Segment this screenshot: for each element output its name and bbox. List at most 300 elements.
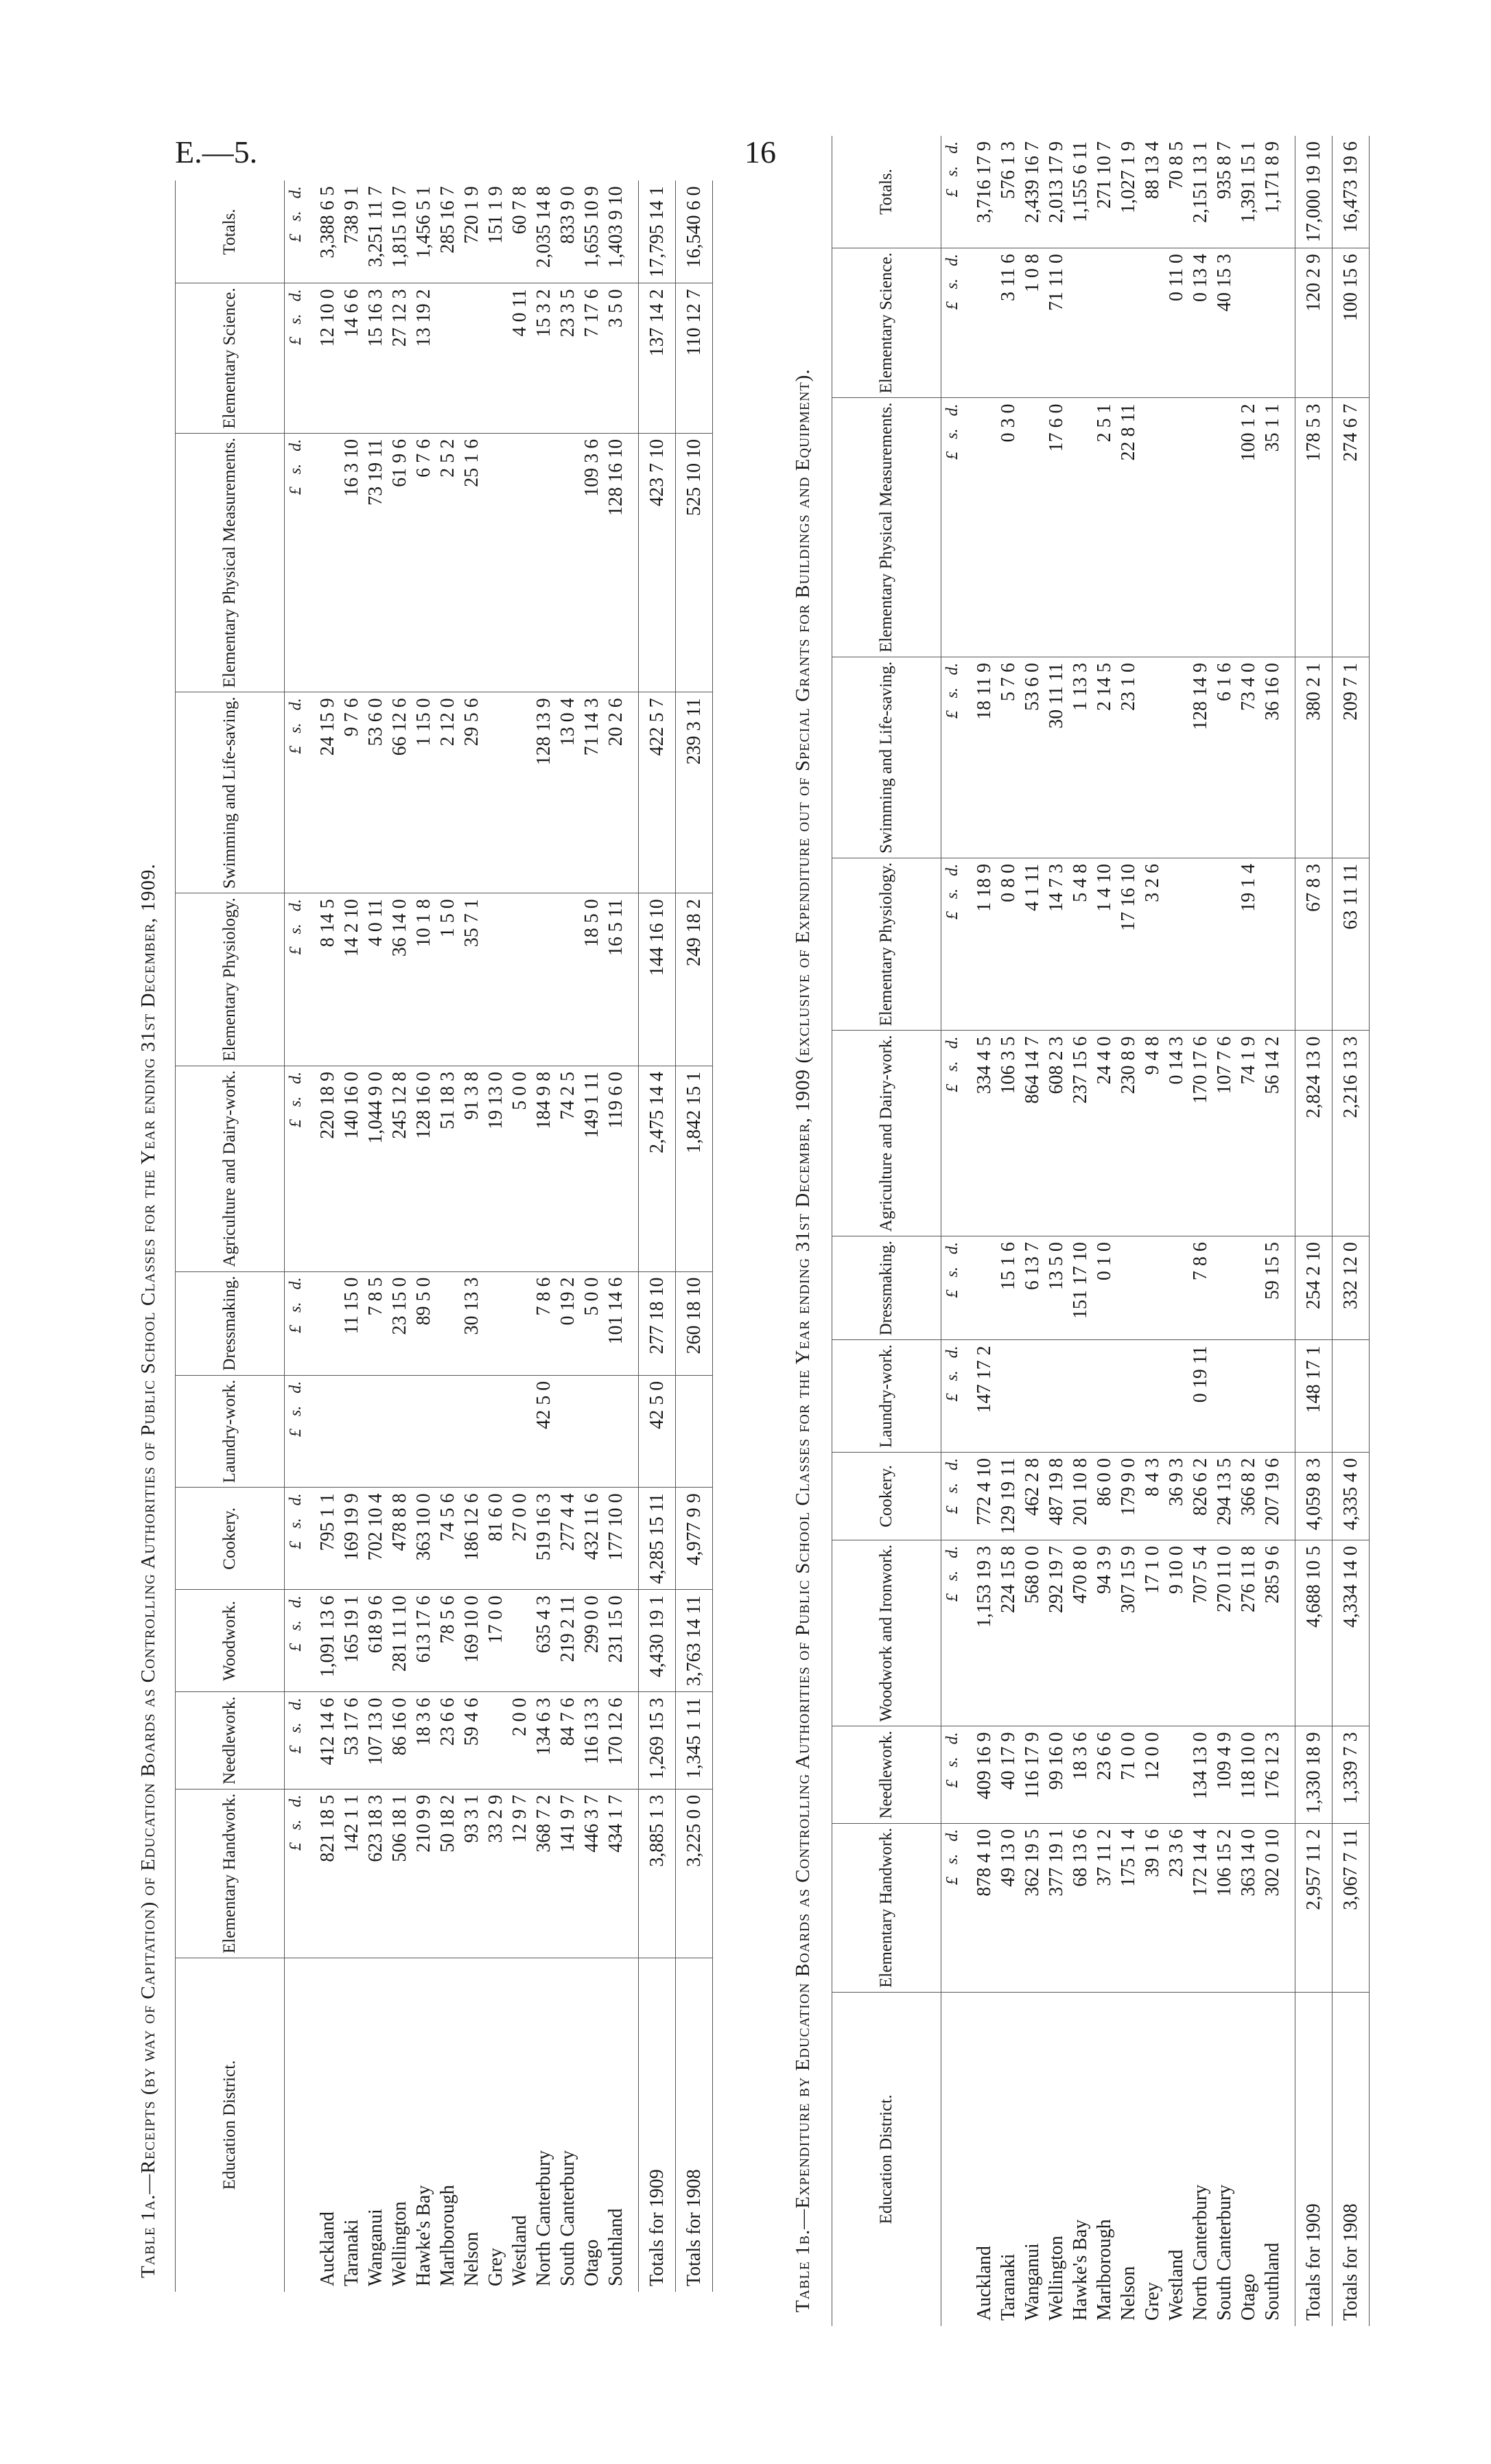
table-b-header-row bbox=[832, 136, 941, 2326]
total-amount-cell: 2,824 13 0 bbox=[1295, 1031, 1332, 1236]
amount-cell bbox=[556, 893, 580, 1066]
amount-cell bbox=[484, 1271, 508, 1375]
amount-cell: 738 9 1 bbox=[340, 180, 364, 283]
column-header: Education District. bbox=[832, 1993, 941, 2327]
table-b-caption: Table 1b.—Expenditure by Education Boards as Controlling Authorities of Public School Classes for the Year ending 31st December, 1909 (exclusive of Expenditure out of Special Grants for Buildings and Equipment). bbox=[792, 368, 814, 2312]
table-row bbox=[412, 180, 436, 2292]
amount-cell: 151 17 10 bbox=[1068, 1236, 1092, 1340]
amount-cell bbox=[1116, 1340, 1140, 1453]
amount-cell bbox=[388, 1375, 412, 1488]
amount-cell bbox=[1140, 1340, 1164, 1453]
amount-cell bbox=[1044, 1340, 1068, 1453]
district-name: Wanganui bbox=[1021, 2243, 1043, 2321]
unit-label: £ bbox=[943, 1505, 961, 1514]
total-amount-cell: 3,225 0 0 bbox=[676, 1789, 713, 1958]
unit-label: s. bbox=[943, 428, 961, 439]
amount-cell: 37 11 2 bbox=[1092, 1823, 1116, 1992]
district-name: Nelson bbox=[1117, 2266, 1139, 2321]
amount-cell: 362 19 5 bbox=[1020, 1823, 1044, 1992]
amount-cell bbox=[996, 1340, 1020, 1453]
amount-cell: 9 4 8 bbox=[1140, 1031, 1164, 1236]
unit-cell bbox=[941, 1236, 964, 1340]
total-amount-cell: 17,000 19 10 bbox=[1295, 136, 1332, 248]
amount-cell: 3,388 6 5 bbox=[307, 180, 340, 283]
unit-label: £ bbox=[943, 1877, 961, 1886]
amount-cell: 12 9 7 bbox=[508, 1789, 532, 1958]
unit-cell bbox=[285, 893, 307, 1066]
amount-cell: 184 9 8 bbox=[532, 1066, 556, 1271]
amount-cell: 30 13 3 bbox=[460, 1271, 484, 1375]
total-amount-cell: 209 7 1 bbox=[1332, 657, 1370, 858]
unit-label: £ bbox=[943, 1289, 961, 1298]
unit-label: £ bbox=[943, 911, 961, 920]
amount-cell: 13 19 2 bbox=[412, 283, 436, 433]
total-amount-cell: 249 18 2 bbox=[676, 893, 713, 1066]
amount-cell: 12 10 0 bbox=[307, 283, 340, 433]
amount-cell: 0 14 3 bbox=[1164, 1031, 1188, 1236]
district-name: Westland bbox=[1165, 2249, 1187, 2321]
amount-cell: 7 8 6 bbox=[1188, 1236, 1212, 1340]
district-name: South Canterbury bbox=[1213, 2184, 1235, 2321]
table-row bbox=[436, 180, 460, 2292]
amount-cell: 8 4 3 bbox=[1140, 1452, 1164, 1540]
amount-cell: 201 10 8 bbox=[1068, 1452, 1092, 1540]
amount-cell: 23 3 5 bbox=[556, 283, 580, 433]
amount-cell: 5 4 8 bbox=[1068, 858, 1092, 1031]
amount-cell: 13 0 4 bbox=[556, 692, 580, 893]
amount-cell: 6 1 6 bbox=[1212, 657, 1236, 858]
amount-cell: 231 15 0 bbox=[604, 1590, 639, 1692]
total-amount-cell bbox=[676, 1375, 713, 1488]
amount-cell: 17 16 10 bbox=[1116, 858, 1140, 1031]
amount-cell bbox=[1140, 398, 1164, 657]
totals-row bbox=[1332, 136, 1370, 2326]
amount-cell: 5 0 0 bbox=[508, 1066, 532, 1271]
amount-cell: 7 8 5 bbox=[364, 1271, 388, 1375]
amount-cell bbox=[460, 283, 484, 433]
amount-cell: 39 1 6 bbox=[1140, 1823, 1164, 1992]
amount-cell: 78 5 6 bbox=[436, 1590, 460, 1692]
amount-cell: 23 6 6 bbox=[1092, 1726, 1116, 1823]
table-row bbox=[1212, 136, 1236, 2326]
amount-cell: 53 6 0 bbox=[1020, 657, 1044, 858]
amount-cell: 294 13 5 bbox=[1212, 1452, 1236, 1540]
amount-cell: 16 3 10 bbox=[340, 433, 364, 692]
amount-cell: 59 15 5 bbox=[1260, 1236, 1295, 1340]
totals-label: Totals for 1908 bbox=[676, 1958, 713, 2292]
amount-cell: 478 8 8 bbox=[388, 1488, 412, 1590]
amount-cell bbox=[508, 1271, 532, 1375]
column-header: Needlework. bbox=[832, 1726, 941, 1823]
total-amount-cell: 63 11 11 bbox=[1332, 858, 1370, 1031]
amount-cell: 3,716 17 9 bbox=[963, 136, 996, 248]
amount-cell: 220 18 9 bbox=[307, 1066, 340, 1271]
amount-cell bbox=[1068, 398, 1092, 657]
amount-cell bbox=[307, 1271, 340, 1375]
amount-cell bbox=[963, 1236, 996, 1340]
amount-cell: 821 18 5 bbox=[307, 1789, 340, 1958]
amount-cell bbox=[1164, 398, 1188, 657]
amount-cell: 73 4 0 bbox=[1236, 657, 1260, 858]
amount-cell: 140 16 0 bbox=[340, 1066, 364, 1271]
amount-cell: 833 9 0 bbox=[556, 180, 580, 283]
amount-cell: 1 0 8 bbox=[1020, 248, 1044, 398]
amount-cell: 42 5 0 bbox=[532, 1375, 556, 1488]
amount-cell: 51 18 3 bbox=[436, 1066, 460, 1271]
unit-label: d. bbox=[943, 1346, 961, 1359]
total-amount-cell: 3,885 1 3 bbox=[639, 1789, 676, 1958]
table-row bbox=[307, 180, 340, 2292]
column-header: Swimming and Life-saving. bbox=[176, 692, 285, 893]
amount-cell: 0 8 0 bbox=[996, 858, 1020, 1031]
amount-cell: 377 19 1 bbox=[1044, 1823, 1068, 1992]
unit-label: s. bbox=[943, 888, 961, 900]
amount-cell: 1,153 19 3 bbox=[963, 1540, 996, 1726]
amount-cell: 210 9 9 bbox=[412, 1789, 436, 1958]
totals-row bbox=[639, 180, 676, 2292]
amount-cell bbox=[508, 1375, 532, 1488]
amount-cell: 2,013 17 9 bbox=[1044, 136, 1068, 248]
unit-cell bbox=[285, 1271, 307, 1375]
amount-cell: 142 1 1 bbox=[340, 1789, 364, 1958]
amount-cell: 93 3 1 bbox=[460, 1789, 484, 1958]
amount-cell: 1,027 1 9 bbox=[1116, 136, 1140, 248]
amount-cell: 68 13 6 bbox=[1068, 1823, 1092, 1992]
amount-cell: 935 8 7 bbox=[1212, 136, 1236, 248]
amount-cell: 292 19 7 bbox=[1044, 1540, 1068, 1726]
amount-cell bbox=[532, 433, 556, 692]
amount-cell: 176 12 3 bbox=[1260, 1726, 1295, 1823]
amount-cell: 128 13 9 bbox=[532, 692, 556, 893]
amount-cell: 24 4 0 bbox=[1092, 1031, 1116, 1236]
table-a-header-row bbox=[176, 180, 285, 2292]
unit-label: d. bbox=[943, 1829, 961, 1842]
amount-cell: 10 1 8 bbox=[412, 893, 436, 1066]
amount-cell: 1 13 3 bbox=[1068, 657, 1092, 858]
amount-cell: 106 15 2 bbox=[1212, 1823, 1236, 1992]
amount-cell: 14 7 3 bbox=[1044, 858, 1068, 1031]
amount-cell bbox=[1260, 858, 1295, 1031]
district-name: Grey bbox=[1141, 2282, 1163, 2321]
amount-cell: 50 18 2 bbox=[436, 1789, 460, 1958]
table-row bbox=[580, 180, 604, 2292]
amount-cell: 277 4 4 bbox=[556, 1488, 580, 1590]
amount-cell bbox=[484, 433, 508, 692]
amount-cell: 5 7 6 bbox=[996, 657, 1020, 858]
table-a-block bbox=[137, 96, 713, 2292]
unit-label: d. bbox=[943, 1545, 961, 1558]
amount-cell: 2 5 2 bbox=[436, 433, 460, 692]
amount-cell: 16 5 11 bbox=[604, 893, 639, 1066]
amount-cell: 170 12 6 bbox=[604, 1692, 639, 1789]
unit-label: £ bbox=[286, 233, 305, 242]
unit-label: s. bbox=[943, 166, 961, 177]
amount-cell bbox=[436, 1375, 460, 1488]
unit-cell bbox=[285, 1375, 307, 1488]
amount-cell: 106 3 5 bbox=[996, 1031, 1020, 1236]
total-amount-cell: 2,216 13 3 bbox=[1332, 1031, 1370, 1236]
district-name: South Canterbury bbox=[556, 2150, 578, 2286]
amount-cell: 128 14 9 bbox=[1188, 657, 1212, 858]
amount-cell bbox=[412, 1375, 436, 1488]
amount-cell: 18 5 0 bbox=[580, 893, 604, 1066]
amount-cell: 175 1 4 bbox=[1116, 1823, 1140, 1992]
table-row bbox=[340, 180, 364, 2292]
district-name: Westland bbox=[508, 2215, 530, 2286]
amount-cell: 2,439 16 7 bbox=[1020, 136, 1044, 248]
table-b-block bbox=[789, 130, 1370, 2326]
unit-label: d. bbox=[286, 1381, 305, 1394]
unit-label: £ bbox=[943, 1593, 961, 1602]
total-amount-cell: 4,688 10 5 bbox=[1295, 1540, 1332, 1726]
amount-cell: 23 6 6 bbox=[436, 1692, 460, 1789]
amount-cell bbox=[1140, 248, 1164, 398]
column-header: Totals. bbox=[832, 136, 941, 248]
amount-cell: 89 5 0 bbox=[412, 1271, 436, 1375]
amount-cell: 1,655 10 9 bbox=[580, 180, 604, 283]
amount-cell: 285 16 7 bbox=[436, 180, 460, 283]
amount-cell bbox=[340, 1375, 364, 1488]
amount-cell: 224 15 8 bbox=[996, 1540, 1020, 1726]
unit-label: d. bbox=[286, 186, 305, 199]
total-amount-cell: 4,335 4 0 bbox=[1332, 1452, 1370, 1540]
amount-cell: 134 13 0 bbox=[1188, 1726, 1212, 1823]
amount-cell: 307 15 9 bbox=[1116, 1540, 1140, 1726]
amount-cell: 1,403 9 10 bbox=[604, 180, 639, 283]
amount-cell: 1,456 5 1 bbox=[412, 180, 436, 283]
amount-cell: 5 0 0 bbox=[580, 1271, 604, 1375]
unit-label: s. bbox=[943, 687, 961, 699]
amount-cell: 119 6 0 bbox=[604, 1066, 639, 1271]
amount-cell: 3 11 6 bbox=[996, 248, 1020, 398]
amount-cell: 129 19 11 bbox=[996, 1452, 1020, 1540]
amount-cell: 170 17 6 bbox=[1188, 1031, 1212, 1236]
column-header: Cookery. bbox=[832, 1452, 941, 1540]
amount-cell: 128 16 10 bbox=[604, 433, 639, 692]
unit-cell-empty bbox=[285, 1958, 307, 2292]
amount-cell bbox=[1164, 858, 1188, 1031]
unit-label: s. bbox=[286, 1722, 305, 1733]
column-header: Elementary Physical Measurements. bbox=[176, 433, 285, 692]
unit-label: £ bbox=[943, 189, 961, 198]
unit-label: s. bbox=[943, 1757, 961, 1768]
amount-cell: 2,035 14 8 bbox=[532, 180, 556, 283]
amount-cell bbox=[436, 1271, 460, 1375]
amount-cell: 149 1 11 bbox=[580, 1066, 604, 1271]
amount-cell: 18 11 9 bbox=[963, 657, 996, 858]
column-header: Elementary Handwork. bbox=[832, 1823, 941, 1992]
amount-cell: 3 5 0 bbox=[604, 283, 639, 433]
amount-cell: 270 11 0 bbox=[1212, 1540, 1236, 1726]
table-row bbox=[508, 180, 532, 2292]
unit-cell-empty bbox=[941, 1993, 964, 2327]
amount-cell bbox=[580, 1375, 604, 1488]
totals-label: Totals for 1908 bbox=[1332, 1993, 1370, 2327]
amount-cell bbox=[484, 692, 508, 893]
amount-cell: 151 1 9 bbox=[484, 180, 508, 283]
total-amount-cell: 4,059 8 3 bbox=[1295, 1452, 1332, 1540]
amount-cell: 446 3 7 bbox=[580, 1789, 604, 1958]
unit-label: £ bbox=[286, 946, 305, 955]
amount-cell: 14 2 10 bbox=[340, 893, 364, 1066]
total-amount-cell: 100 15 6 bbox=[1332, 248, 1370, 398]
unit-label: s. bbox=[286, 1302, 305, 1313]
amount-cell: 53 6 0 bbox=[364, 692, 388, 893]
district-name: Otago bbox=[580, 2239, 602, 2286]
amount-cell bbox=[1236, 248, 1260, 398]
column-header: Woodwork. bbox=[176, 1590, 285, 1692]
amount-cell bbox=[1188, 398, 1212, 657]
column-header: Elementary Science. bbox=[176, 283, 285, 433]
amount-cell: 71 14 3 bbox=[580, 692, 604, 893]
amount-cell: 368 7 2 bbox=[532, 1789, 556, 1958]
amount-cell: 17 0 0 bbox=[484, 1590, 508, 1692]
unit-label: d. bbox=[286, 1794, 305, 1807]
amount-cell bbox=[508, 433, 532, 692]
amount-cell bbox=[1236, 1236, 1260, 1340]
amount-cell: 169 10 0 bbox=[460, 1590, 484, 1692]
unit-label: d. bbox=[943, 403, 961, 416]
district-name: Hawke's Bay bbox=[412, 2185, 434, 2286]
amount-cell: 285 9 6 bbox=[1260, 1540, 1295, 1726]
table-b-body bbox=[941, 136, 1370, 2326]
unit-label: s. bbox=[286, 1405, 305, 1417]
table-row bbox=[1236, 136, 1260, 2326]
amount-cell: 61 9 6 bbox=[388, 433, 412, 692]
amount-cell: 772 4 10 bbox=[963, 1452, 996, 1540]
column-header: Laundry-work. bbox=[176, 1375, 285, 1488]
column-header: Needlework. bbox=[176, 1692, 285, 1789]
amount-cell: 519 16 3 bbox=[532, 1488, 556, 1590]
amount-cell: 1,815 10 7 bbox=[388, 180, 412, 283]
amount-cell: 826 6 2 bbox=[1188, 1452, 1212, 1540]
total-amount-cell: 422 5 7 bbox=[639, 692, 676, 893]
total-amount-cell: 144 16 10 bbox=[639, 893, 676, 1066]
amount-cell: 116 13 3 bbox=[580, 1692, 604, 1789]
amount-cell bbox=[1020, 1340, 1044, 1453]
total-amount-cell: 120 2 9 bbox=[1295, 248, 1332, 398]
unit-cell bbox=[941, 398, 964, 657]
amount-cell: 281 11 10 bbox=[388, 1590, 412, 1692]
amount-cell: 177 10 0 bbox=[604, 1488, 639, 1590]
unit-label: d. bbox=[286, 899, 305, 912]
total-amount-cell: 277 18 10 bbox=[639, 1271, 676, 1375]
amount-cell: 27 12 3 bbox=[388, 283, 412, 433]
amount-cell: 366 8 2 bbox=[1236, 1452, 1260, 1540]
amount-cell: 1 4 10 bbox=[1092, 858, 1116, 1031]
unit-label: d. bbox=[286, 289, 305, 302]
amount-cell bbox=[508, 893, 532, 1066]
receipts-table bbox=[175, 180, 713, 2292]
amount-cell: 20 2 6 bbox=[604, 692, 639, 893]
amount-cell: 462 2 8 bbox=[1020, 1452, 1044, 1540]
amount-cell: 618 9 6 bbox=[364, 1590, 388, 1692]
total-amount-cell: 1,330 18 9 bbox=[1295, 1726, 1332, 1823]
amount-cell: 15 16 3 bbox=[364, 283, 388, 433]
unit-cell bbox=[941, 1340, 964, 1453]
total-amount-cell: 67 8 3 bbox=[1295, 858, 1332, 1031]
amount-cell: 49 13 0 bbox=[996, 1823, 1020, 1992]
amount-cell: 91 3 8 bbox=[460, 1066, 484, 1271]
unit-label: s. bbox=[943, 279, 961, 290]
table-a-caption: Table 1a.—Receipts (by way of Capitation) of Education Boards as Controlling Authorities of Public School Classes for the Year ending 31st December, 1909. bbox=[137, 863, 159, 2278]
unit-cell bbox=[941, 858, 964, 1031]
amount-cell: 56 14 2 bbox=[1260, 1031, 1295, 1236]
district-name: Wellington bbox=[1045, 2236, 1067, 2321]
amount-cell: 4 1 11 bbox=[1020, 858, 1044, 1031]
table-row bbox=[1116, 136, 1140, 2326]
unit-label: £ bbox=[286, 486, 305, 495]
amount-cell bbox=[484, 283, 508, 433]
table-row bbox=[556, 180, 580, 2292]
amount-cell bbox=[364, 1375, 388, 1488]
district-name: North Canterbury bbox=[532, 2150, 554, 2286]
amount-cell: 73 19 11 bbox=[364, 433, 388, 692]
unit-cell bbox=[285, 1590, 307, 1692]
unit-label: s. bbox=[286, 1518, 305, 1529]
unit-cell bbox=[285, 283, 307, 433]
amount-cell: 134 6 3 bbox=[532, 1692, 556, 1789]
total-amount-cell: 1,269 15 3 bbox=[639, 1692, 676, 1789]
amount-cell: 299 0 0 bbox=[580, 1590, 604, 1692]
amount-cell: 101 14 6 bbox=[604, 1271, 639, 1375]
table-row bbox=[1140, 136, 1164, 2326]
total-amount-cell: 16,473 19 6 bbox=[1332, 136, 1370, 248]
total-amount-cell: 16,540 6 0 bbox=[676, 180, 713, 283]
unit-cell bbox=[285, 1692, 307, 1789]
unit-label: s. bbox=[286, 211, 305, 222]
amount-cell bbox=[1212, 1340, 1236, 1453]
amount-cell: 334 4 5 bbox=[963, 1031, 996, 1236]
amount-cell: 608 2 3 bbox=[1044, 1031, 1068, 1236]
amount-cell: 88 13 4 bbox=[1140, 136, 1164, 248]
table-row bbox=[484, 180, 508, 2292]
total-amount-cell: 42 5 0 bbox=[639, 1375, 676, 1488]
column-header: Elementary Physiology. bbox=[176, 893, 285, 1066]
amount-cell: 84 7 6 bbox=[556, 1692, 580, 1789]
amount-cell: 74 1 9 bbox=[1236, 1031, 1260, 1236]
amount-cell: 23 15 0 bbox=[388, 1271, 412, 1375]
amount-cell bbox=[1140, 1236, 1164, 1340]
amount-cell: 40 15 3 bbox=[1212, 248, 1236, 398]
amount-cell bbox=[1188, 858, 1212, 1031]
unit-cell bbox=[941, 1823, 964, 1992]
amount-cell bbox=[1212, 398, 1236, 657]
amount-cell: 432 11 6 bbox=[580, 1488, 604, 1590]
amount-cell: 36 16 0 bbox=[1260, 657, 1295, 858]
amount-cell: 30 11 11 bbox=[1044, 657, 1068, 858]
amount-cell: 0 19 2 bbox=[556, 1271, 580, 1375]
amount-cell: 245 12 8 bbox=[388, 1066, 412, 1271]
amount-cell: 1,044 9 0 bbox=[364, 1066, 388, 1271]
amount-cell: 635 4 3 bbox=[532, 1590, 556, 1692]
amount-cell: 9 7 6 bbox=[340, 692, 364, 893]
amount-cell: 141 9 7 bbox=[556, 1789, 580, 1958]
amount-cell: 60 7 8 bbox=[508, 180, 532, 283]
amount-cell: 15 3 2 bbox=[532, 283, 556, 433]
amount-cell: 470 8 0 bbox=[1068, 1540, 1092, 1726]
amount-cell: 3,251 11 7 bbox=[364, 180, 388, 283]
amount-cell bbox=[1164, 1340, 1188, 1453]
amount-cell bbox=[1164, 1236, 1188, 1340]
district-name: Hawke's Bay bbox=[1069, 2219, 1091, 2321]
amount-cell: 0 13 4 bbox=[1188, 248, 1212, 398]
unit-label: d. bbox=[943, 1242, 961, 1255]
column-header: Elementary Physical Measurements. bbox=[832, 398, 941, 657]
total-amount-cell: 4,285 15 11 bbox=[639, 1488, 676, 1590]
unit-label: s. bbox=[286, 1819, 305, 1831]
amount-cell bbox=[1140, 657, 1164, 858]
